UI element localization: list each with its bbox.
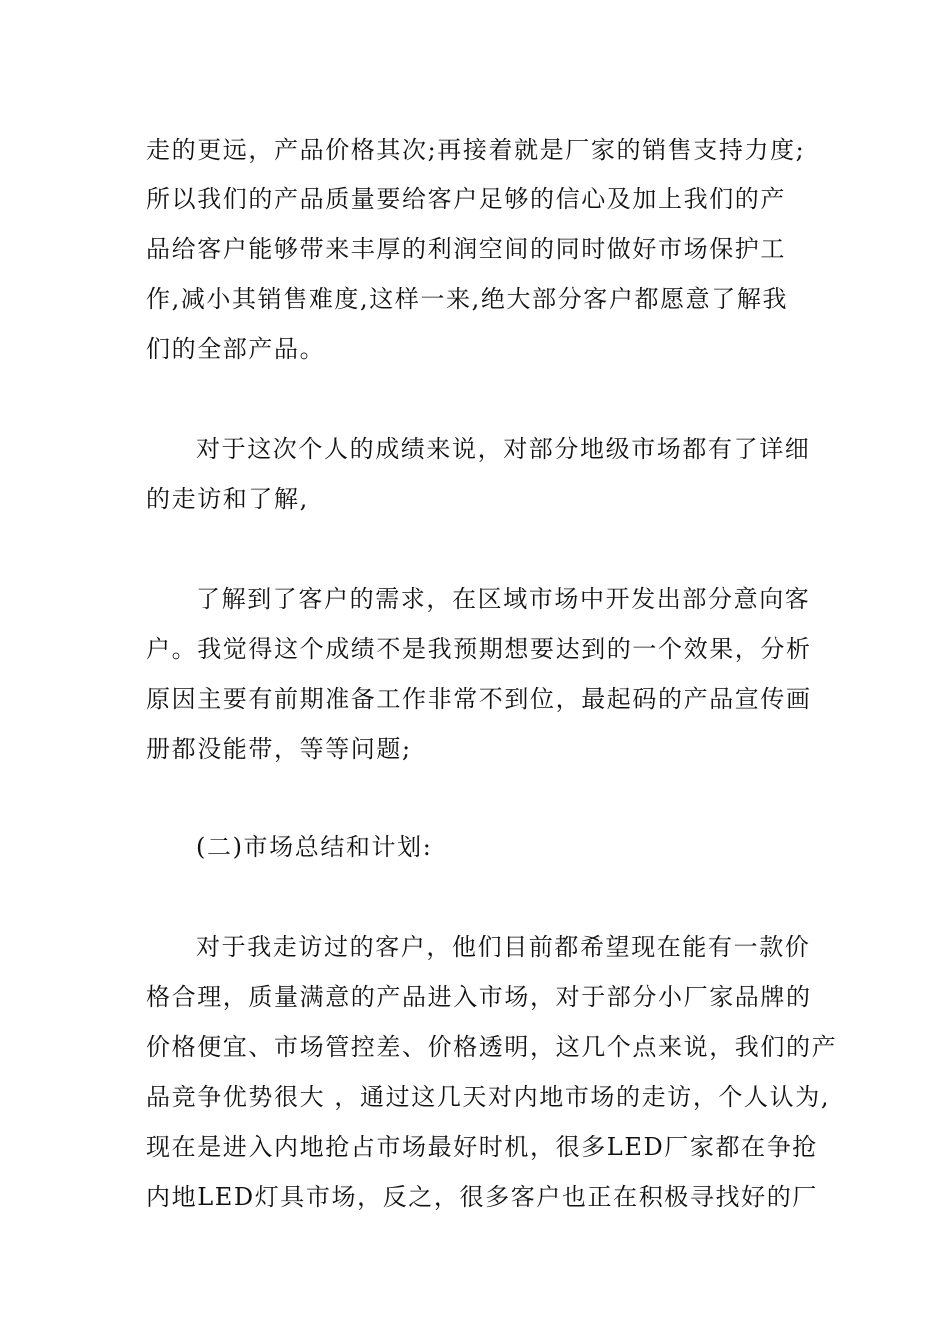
text-line: 现在是进入内地抢占市场最好时机，很多LED厂家都在争抢 — [146, 1133, 818, 1161]
text-line: 格合理，质量满意的产品进入市场，对于部分小厂家品牌的 — [146, 983, 812, 1011]
text-line: 作,减小其销售难度,这样一来,绝大部分客户都愿意了解我 — [146, 285, 789, 313]
text-line: 原因主要有前期准备工作非常不到位，最起码的产品宣传画 — [146, 685, 812, 713]
text-line: 品给客户能够带来丰厚的利润空间的同时做好市场保护工 — [146, 235, 786, 263]
text-line: 户。我觉得这个成绩不是我预期想要达到的一个效果，分析 — [146, 635, 812, 663]
text-line: 的走访和了解, — [146, 485, 309, 513]
section-heading: (二)市场总结和计划: — [196, 833, 433, 861]
text-line: 们的全部产品。 — [146, 335, 326, 363]
text-line: 所以我们的产品质量要给客户足够的信心及加上我们的产 — [146, 185, 786, 213]
text-line: 册都没能带，等等问题; — [146, 735, 412, 763]
text-line: 对于我走访过的客户，他们目前都希望现在能有一款价 — [196, 933, 811, 961]
text-line: 走的更远，产品价格其次;再接着就是厂家的销售支持力度; — [146, 136, 806, 164]
text-line: 内地LED灯具市场，反之，很多客户也正在积极寻找好的厂 — [146, 1183, 818, 1211]
text-line: 价格便宜、市场管控差、价格透明，这几个点来说，我们的产 — [146, 1033, 838, 1061]
text-line: 了解到了客户的需求，在区域市场中开发出部分意向客 — [196, 585, 811, 613]
text-line: 对于这次个人的成绩来说，对部分地级市场都有了详细 — [196, 435, 811, 463]
text-line: 品竞争优势很大 ，通过这几天对内地市场的走访，个人认为, — [146, 1083, 831, 1111]
